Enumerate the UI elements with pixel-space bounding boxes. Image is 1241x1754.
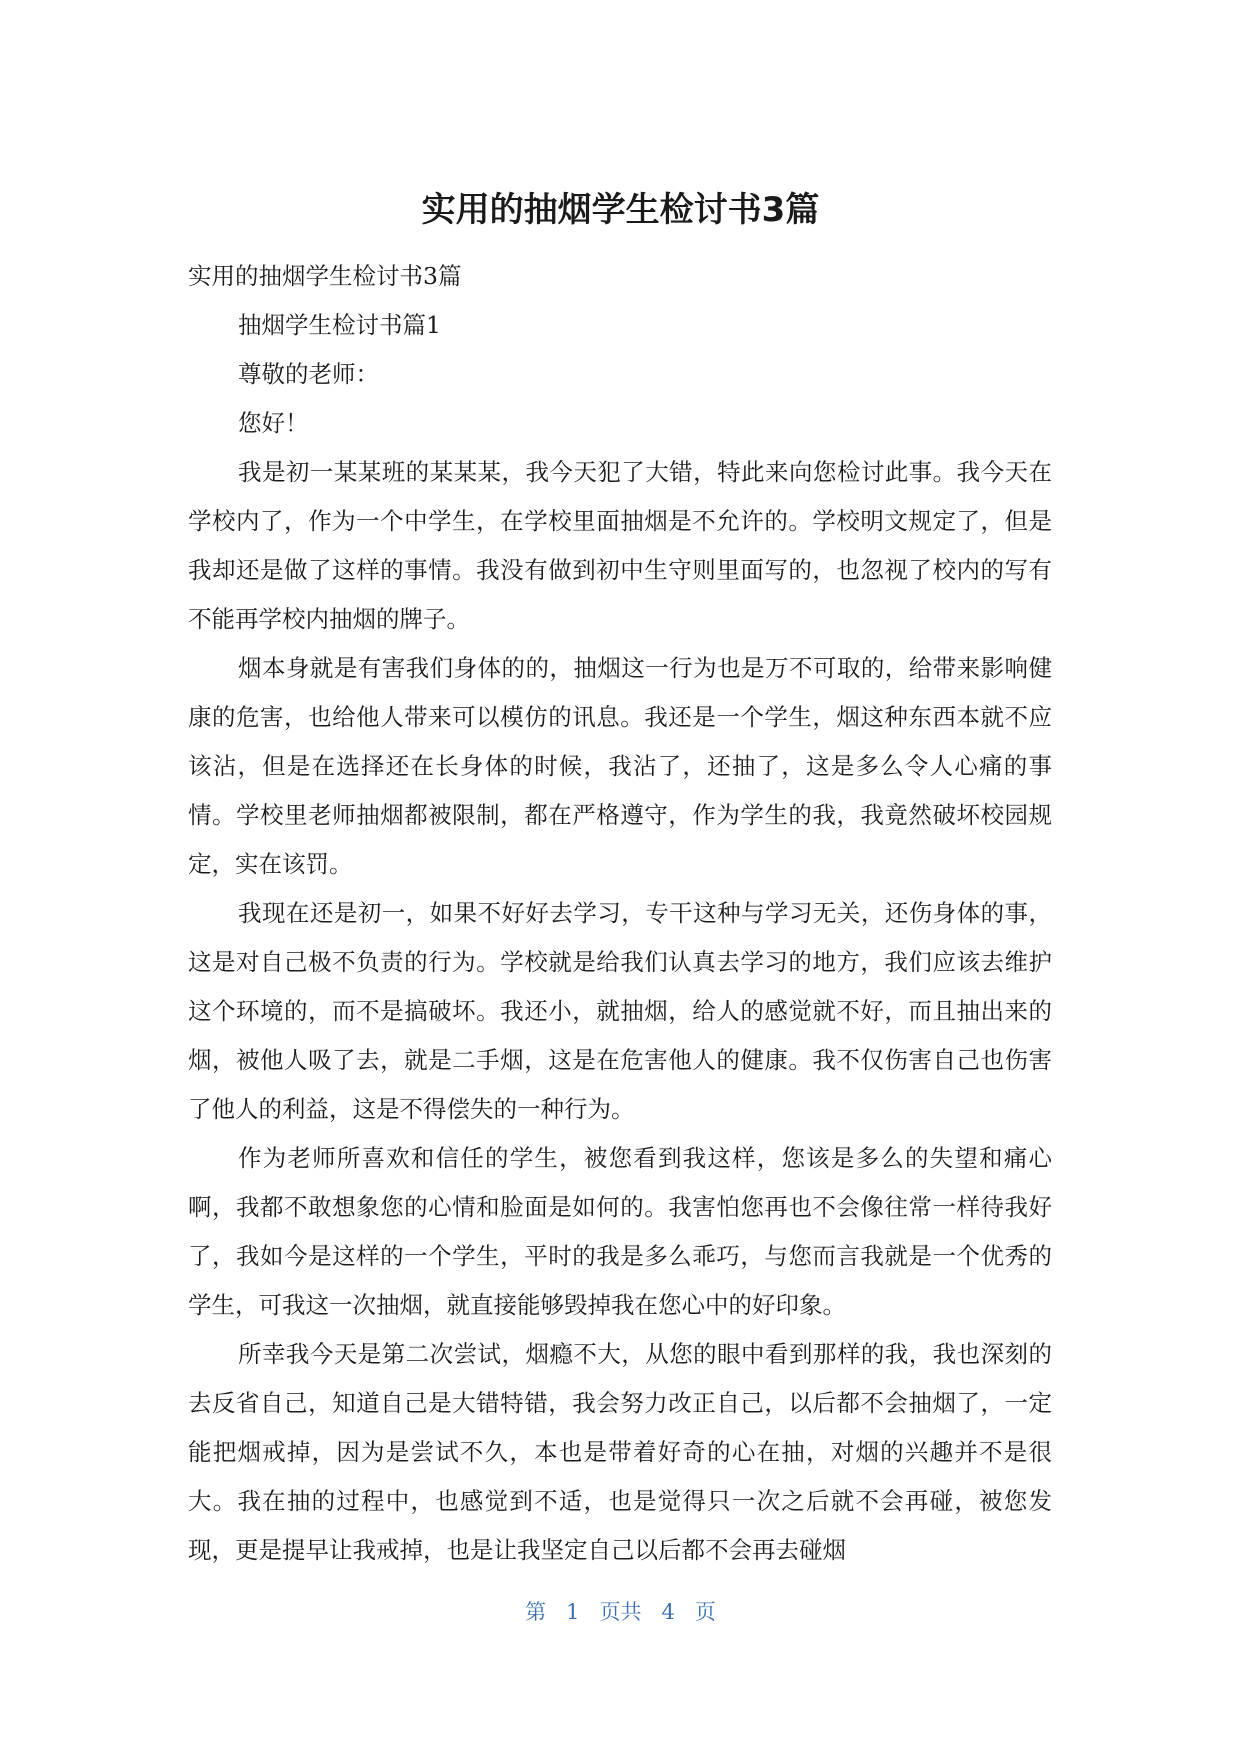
- footer-current-page: 1: [566, 1600, 580, 1624]
- footer-total-pages: 4: [661, 1600, 675, 1624]
- greeting: 您好！: [238, 409, 309, 437]
- document-subtitle: 实用的抽烟学生检讨书3篇: [188, 262, 462, 290]
- page-footer: [0, 1597, 1241, 1627]
- paragraph: 所幸我今天是第二次尝试，烟瘾不大，从您的眼中看到那样的我，我也深刻的去反省自己，知道自己是大错特错，我会努力改正自己，以后都不会抽烟了，一定能把烟戒掉，因为是尝试不久，本也是带着好奇的心在抽，对烟的兴趣并不是很大。我在抽的过程中，也感觉到不适，也是觉得只一次之后就不会再碰，被您发现，更是提早让我戒掉，也是让我坚定自己以后都不会再去碰烟: [188, 1340, 1052, 1564]
- paragraph: 作为老师所喜欢和信任的学生，被您看到我这样，您该是多么的失望和痛心啊，我都不敢想象您的心情和脸面是如何的。我害怕您再也不会像往常一样待我好了，我如今是这样的一个学生，平时的我是多么乖巧，与您而言我就是一个优秀的学生，可我这一次抽烟，就直接能够毁掉我在您心中的好印象。: [188, 1144, 1052, 1319]
- document-body: [188, 252, 1052, 1575]
- salutation: 尊敬的老师：: [238, 360, 379, 388]
- footer-suffix: 页: [694, 1600, 716, 1624]
- paragraph: 我现在还是初一，如果不好好去学习，专干这种与学习无关，还伤身体的事，这是对自己极不负责的行为。学校就是给我们认真去学习的地方，我们应该去维护这个环境的，而不是搞破坏。我还小，就抽烟，给人的感觉就不好，而且抽出来的烟，被他人吸了去，就是二手烟，这是在危害他人的健康。我不仅伤害自己也伤害了他人的利益，这是不得偿失的一种行为。: [188, 899, 1052, 1123]
- section-heading: 抽烟学生检讨书篇1: [238, 311, 441, 339]
- paragraph: 我是初一某某班的某某某，我今天犯了大错，特此来向您检讨此事。我今天在学校内了，作为一个中学生，在学校里面抽烟是不允许的。学校明文规定了，但是我却还是做了这样的事情。我没有做到初中生守则里面写的，也忽视了校内的写有不能再学校内抽烟的牌子。: [188, 458, 1052, 633]
- footer-middle: 页共: [599, 1600, 642, 1624]
- footer-prefix: 第: [525, 1600, 547, 1624]
- document-title: 实用的抽烟学生检讨书3篇: [421, 190, 820, 230]
- paragraph: 烟本身就是有害我们身体的的，抽烟这一行为也是万不可取的，给带来影响健康的危害，也给他人带来可以模仿的讯息。我还是一个学生，烟这种东西本就不应该沾，但是在选择还在长身体的时候，我沾了，还抽了，这是多么令人心痛的事情。学校里老师抽烟都被限制，都在严格遵守，作为学生的我，我竟然破坏校园规定，实在该罚。: [188, 654, 1052, 878]
